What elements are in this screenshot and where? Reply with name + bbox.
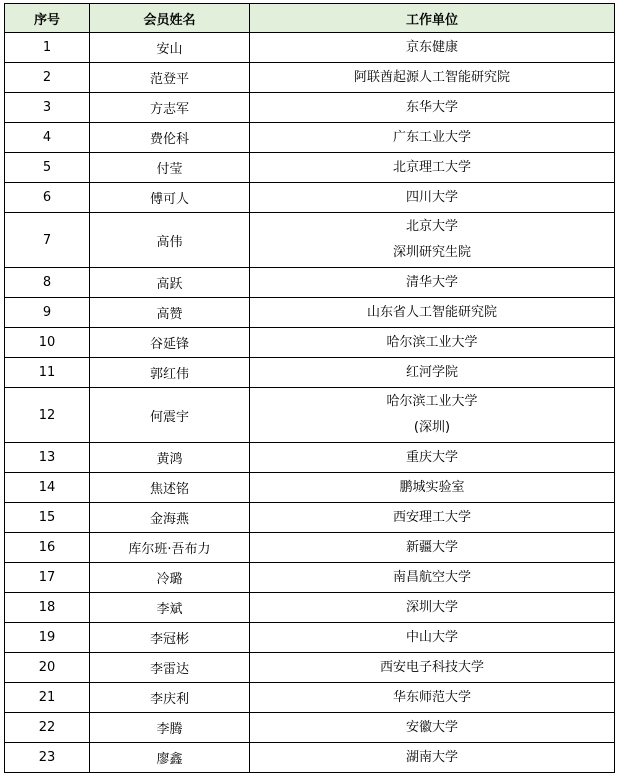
workplace-line: 北京大学 (405, 219, 458, 234)
table-row (5, 563, 615, 593)
cell-index: 15 (5, 503, 90, 533)
cell-member-name: 高赞 (90, 298, 250, 328)
workplace-line: 北京理工大学 (392, 159, 471, 175)
cell-index: 8 (5, 268, 90, 298)
cell-workplace (250, 93, 615, 123)
workplace-line: 深圳研究生院 (392, 245, 471, 260)
cell-member-name: 傅可人 (90, 183, 250, 213)
cell-index: 10 (5, 328, 90, 358)
workplace-line: 西安理工大学 (392, 509, 471, 525)
cell-member-name: 李庆利 (90, 683, 250, 713)
cell-member-name: 何震宇 (90, 388, 250, 443)
cell-workplace (250, 503, 615, 533)
table-row (5, 268, 615, 298)
table-row (5, 153, 615, 183)
cell-member-name: 付莹 (90, 153, 250, 183)
cell-workplace (250, 183, 615, 213)
cell-index: 3 (5, 93, 90, 123)
table-row (5, 298, 615, 328)
workplace-line: 山东省人工智能研究院 (366, 304, 497, 320)
workplace-line: 红河学院 (405, 364, 458, 380)
workplace-line: 中山大学 (405, 629, 458, 645)
cell-member-name: 高跃 (90, 268, 250, 298)
table-row (5, 388, 615, 443)
cell-member-name: 谷延锋 (90, 328, 250, 358)
table-header (5, 4, 615, 33)
header-row (5, 4, 615, 33)
workplace-line: 华东师范大学 (392, 689, 471, 705)
cell-member-name: 范登平 (90, 63, 250, 93)
cell-workplace (250, 563, 615, 593)
cell-workplace (250, 123, 615, 153)
member-table (4, 3, 615, 773)
cell-index: 9 (5, 298, 90, 328)
cell-member-name: 库尔班·吾布力 (90, 533, 250, 563)
header-index: 序号 (5, 4, 90, 33)
cell-workplace (250, 153, 615, 183)
cell-workplace (250, 593, 615, 623)
cell-workplace (250, 63, 615, 93)
cell-member-name: 费伦科 (90, 123, 250, 153)
header-member-name: 会员姓名 (90, 4, 250, 33)
cell-workplace (250, 388, 615, 443)
cell-workplace (250, 443, 615, 473)
table-row (5, 683, 615, 713)
cell-index: 5 (5, 153, 90, 183)
cell-index: 2 (5, 63, 90, 93)
table-row (5, 33, 615, 63)
workplace-line: 广东工业大学 (392, 129, 471, 145)
workplace-line: 京东健康 (405, 39, 458, 55)
cell-index: 6 (5, 183, 90, 213)
cell-member-name: 安山 (90, 33, 250, 63)
cell-member-name: 李腾 (90, 713, 250, 743)
table-row (5, 593, 615, 623)
cell-member-name: 廖鑫 (90, 743, 250, 773)
cell-index: 22 (5, 713, 90, 743)
workplace-line: 西安电子科技大学 (379, 659, 484, 675)
workplace-line: 重庆大学 (405, 449, 458, 465)
cell-workplace (250, 268, 615, 298)
workplace-line: 东华大学 (405, 99, 458, 115)
table-row (5, 443, 615, 473)
cell-index: 18 (5, 593, 90, 623)
table-row (5, 473, 615, 503)
cell-member-name: 高伟 (90, 213, 250, 268)
table-row (5, 533, 615, 563)
cell-workplace (250, 328, 615, 358)
cell-index: 23 (5, 743, 90, 773)
cell-member-name: 李雷达 (90, 653, 250, 683)
cell-index: 19 (5, 623, 90, 653)
table-row (5, 743, 615, 773)
table-row (5, 653, 615, 683)
workplace-line: 深圳大学 (405, 599, 458, 615)
cell-index: 13 (5, 443, 90, 473)
cell-workplace (250, 298, 615, 328)
workplace-line: 南昌航空大学 (392, 569, 471, 585)
cell-index: 17 (5, 563, 90, 593)
table-row (5, 328, 615, 358)
table-row (5, 63, 615, 93)
cell-workplace (250, 33, 615, 63)
cell-member-name: 黄鸿 (90, 443, 250, 473)
table-row (5, 123, 615, 153)
header-workplace: 工作单位 (250, 4, 615, 33)
cell-index: 11 (5, 358, 90, 388)
cell-workplace (250, 213, 615, 268)
cell-index: 14 (5, 473, 90, 503)
table-row (5, 213, 615, 268)
cell-workplace (250, 358, 615, 388)
cell-workplace (250, 743, 615, 773)
table-row (5, 623, 615, 653)
cell-member-name: 金海燕 (90, 503, 250, 533)
cell-member-name: 焦述铭 (90, 473, 250, 503)
workplace-line: 鹏城实验室 (399, 479, 465, 495)
workplace-line: 四川大学 (405, 189, 458, 205)
cell-member-name: 方志军 (90, 93, 250, 123)
cell-member-name: 李冠彬 (90, 623, 250, 653)
table-body (5, 33, 615, 773)
workplace-line: 新疆大学 (405, 539, 458, 555)
cell-index: 21 (5, 683, 90, 713)
workplace-line: 湖南大学 (405, 749, 458, 765)
cell-workplace (250, 653, 615, 683)
workplace-line: 哈尔滨工业大学 (386, 394, 478, 409)
workplace-line: 安徽大学 (405, 719, 458, 735)
cell-workplace (250, 713, 615, 743)
cell-index: 16 (5, 533, 90, 563)
cell-workplace (250, 623, 615, 653)
table-row (5, 93, 615, 123)
cell-member-name: 郭红伟 (90, 358, 250, 388)
cell-index: 12 (5, 388, 90, 443)
table-row (5, 183, 615, 213)
table-row (5, 713, 615, 743)
table-row (5, 503, 615, 533)
cell-index: 7 (5, 213, 90, 268)
cell-member-name: 冷璐 (90, 563, 250, 593)
cell-member-name: 李斌 (90, 593, 250, 623)
cell-workplace (250, 473, 615, 503)
workplace-line: 阿联酋起源人工智能研究院 (353, 69, 510, 85)
cell-index: 1 (5, 33, 90, 63)
workplace-line: (深圳) (413, 420, 451, 435)
table-row (5, 358, 615, 388)
cell-index: 4 (5, 123, 90, 153)
workplace-line: 哈尔滨工业大学 (386, 334, 478, 350)
cell-workplace (250, 683, 615, 713)
workplace-line: 清华大学 (405, 274, 458, 290)
cell-workplace (250, 533, 615, 563)
cell-index: 20 (5, 653, 90, 683)
